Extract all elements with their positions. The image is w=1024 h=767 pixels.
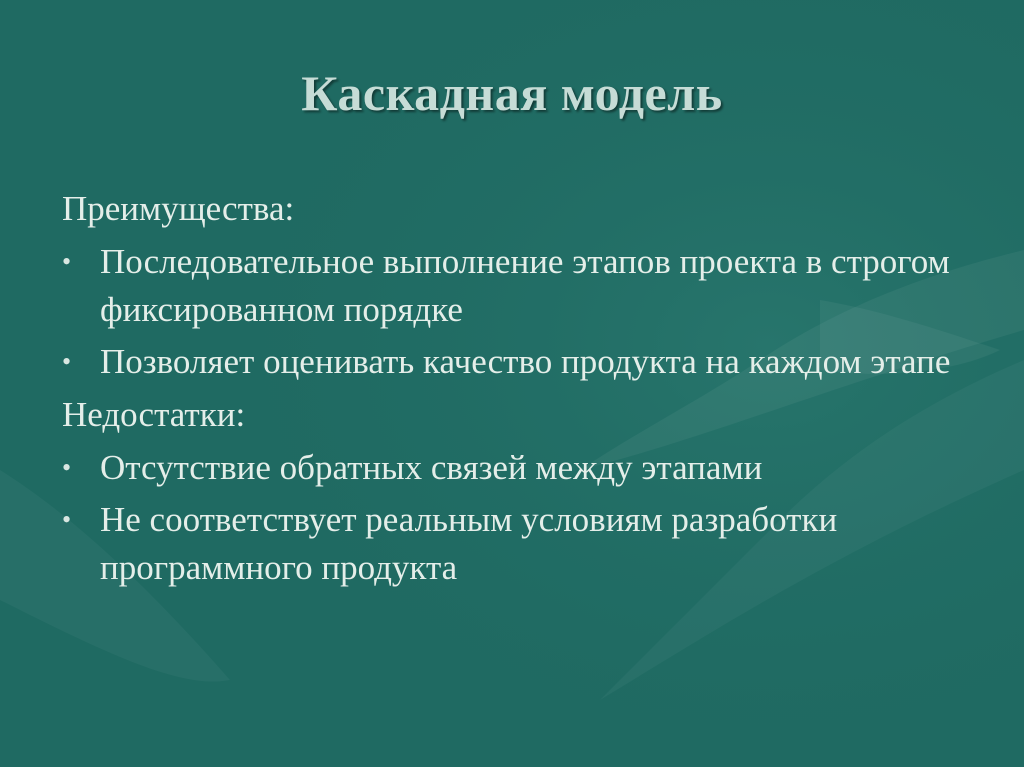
bullet-icon: •: [62, 347, 72, 376]
bullet-icon: •: [62, 505, 72, 534]
list-item-text: Отсутствие обратных связей между этапами: [100, 448, 763, 487]
list-item: [62, 338, 962, 386]
disadvantages-list: [62, 444, 962, 592]
slide-content: [62, 184, 962, 596]
advantages-heading: Преимущества:: [62, 189, 295, 228]
bullet-icon: •: [62, 247, 72, 276]
bullet-icon: •: [62, 453, 72, 482]
list-item-text: Последовательное выполнение этапов проекта в строгом фиксированном порядке: [100, 242, 950, 329]
list-item-text: Не соответствует реальным условиям разработки программного продукта: [100, 500, 838, 587]
disadvantages-heading: Недостатки:: [62, 395, 246, 434]
list-item: [62, 444, 962, 492]
slide-title: Каскадная модель: [301, 65, 723, 121]
advantages-list: [62, 238, 962, 386]
list-item: [62, 238, 962, 334]
list-item-text: Позволяет оценивать качество продукта на каждом этапе: [100, 342, 951, 381]
list-item: [62, 496, 962, 592]
